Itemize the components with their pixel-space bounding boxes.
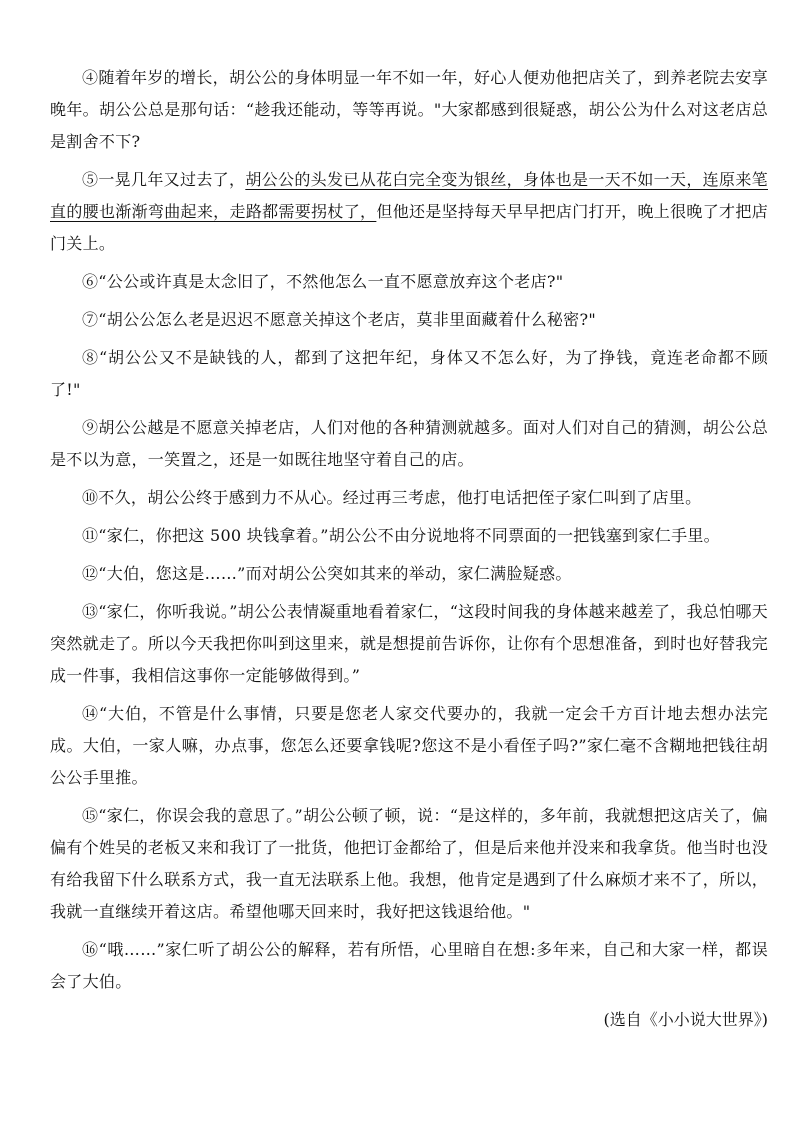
source-citation: (选自《小小说大世界》) bbox=[603, 1010, 768, 1029]
paragraph-8: ⑧“胡公公又不是缺钱的人，都到了这把年纪，身体又不怎么好，为了挣钱，竟连老命都不顾了!" bbox=[50, 348, 768, 399]
paragraph-12: ⑫“大伯，您这是……”而对胡公公突如其来的举动，家仁满脸疑惑。 bbox=[82, 564, 572, 583]
paragraph-9: ⑨胡公公越是不愿意关掉老店，人们对他的各种猜测就越多。面对人们对自己的猜测，胡公公总是不以为意，一笑置之，还是一如既往地坚守着自己的店。 bbox=[50, 418, 768, 469]
article bbox=[50, 62, 768, 1036]
paragraph-6: ⑥“公公或许真是太念旧了，不然他怎么一直不愿意放弃这个老店?" bbox=[82, 272, 564, 291]
paragraph-4: ④随着年岁的增长，胡公公的身体明显一年不如一年，好心人便劝他把店关了，到养老院去安享晚年。胡公公总是那句话：“趁我还能动，等等再说。"大家都感到很疑惑，胡公公为什么对这老店总是割舍不下? bbox=[50, 68, 768, 151]
paragraph-14: ⑭“大伯，不管是什么事情，只要是您老人家交代要办的，我就一定会千方百计地去想办法完成。大伯，一家人嘛，办点事，您怎么还要拿钱呢?您这不是小看侄子吗?”家仁毫不含糊地把钱往胡公公手里推。 bbox=[50, 704, 768, 787]
paragraph-10: ⑩不久，胡公公终于感到力不从心。经过再三考虑，他打电话把侄子家仁叫到了店里。 bbox=[82, 488, 702, 507]
paragraph-5-tail: 但他还是坚持每天早早把店门打开，晚上很晚了才把店门关上。 bbox=[50, 202, 768, 253]
paragraph-15: ⑮“家仁，你误会我的意思了。”胡公公顿了顿，说：“是这样的，多年前，我就想把这店关了，偏偏有个姓吴的老板又来和我订了一批货，他把订金都给了，但是后来他并没来和我拿货。他当时也没有给我留下什么联系方式，我一直无法联系上他。我想，他肯定是遇到了什么麻烦才来不了，所以，我就一直继续开着这店。希望他哪天回来时，我好把这钱退给他。" bbox=[50, 806, 768, 921]
paragraph-16: ⑯“哦……”家仁听了胡公公的解释，若有所悟，心里暗自在想:多年来，自己和大家一样，都误会了大伯。 bbox=[50, 940, 768, 991]
paragraph-7: ⑦“胡公公怎么老是迟迟不愿意关掉这个老店，莫非里面藏着什么秘密?" bbox=[82, 310, 597, 329]
paragraph-5 bbox=[50, 164, 768, 260]
paragraph-13: ⑬“家仁，你听我说。”胡公公表情凝重地看着家仁，“这段时间我的身体越来越差了，我总怕哪天突然就走了。所以今天我把你叫到这里来，就是想提前告诉你，让你有个思想准备，到时也好替我完成一件事，我相信这事你一定能够做得到。” bbox=[50, 602, 768, 685]
paragraph-5-lead: ⑤一晃几年又过去了， bbox=[82, 170, 246, 189]
paragraph-5-underlined: 胡公公的头发已从花白完全变为银丝，身体也是一天不如一天，连原来笔直的腰也渐渐弯曲起来，走路都需要拐杖了， bbox=[50, 170, 768, 221]
paragraph-11: ⑪“家仁，你把这 500 块钱拿着。”胡公公不由分说地将不同票面的一把钱塞到家仁手里。 bbox=[82, 526, 720, 545]
